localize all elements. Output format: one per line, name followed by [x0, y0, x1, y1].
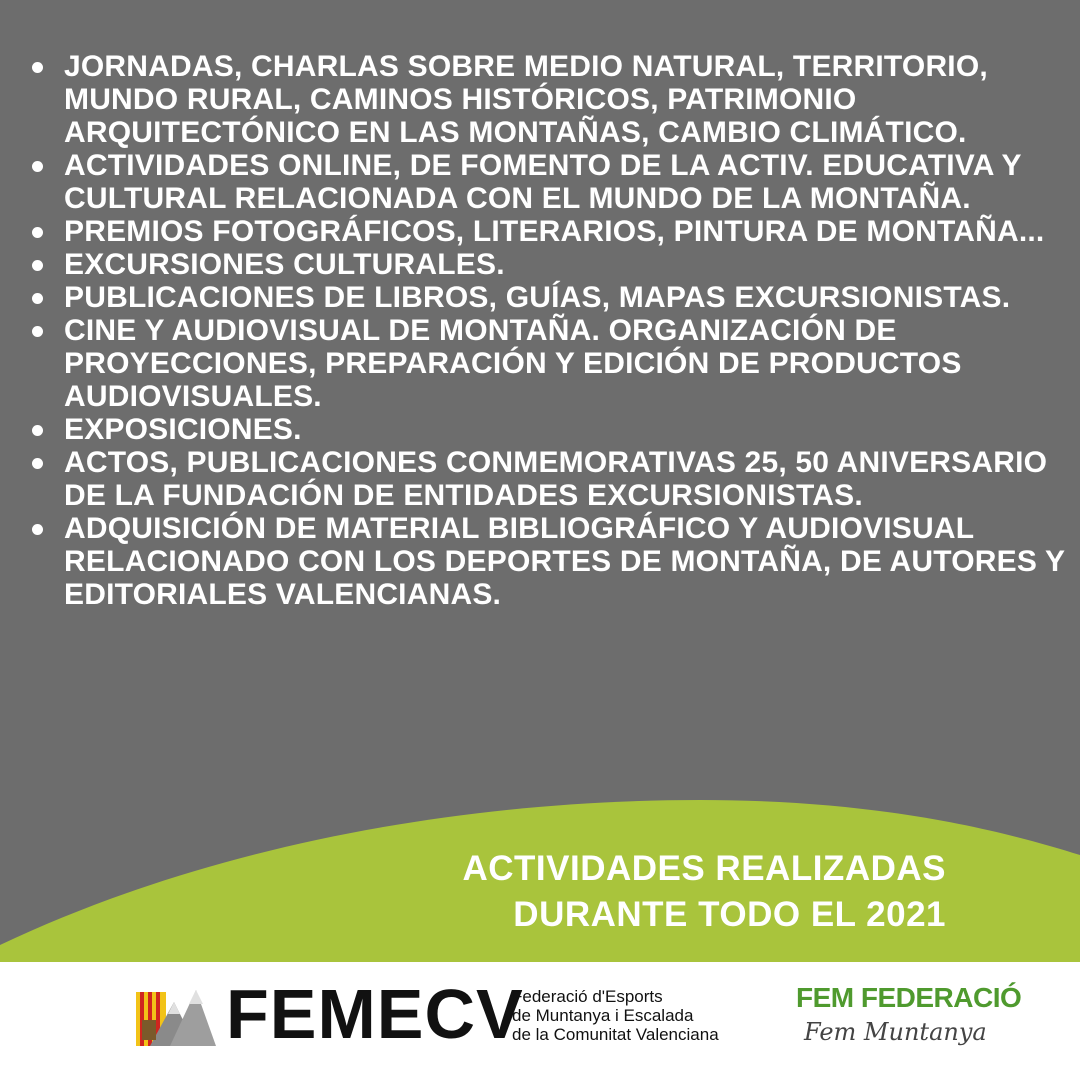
bullet-icon: [32, 227, 43, 238]
brand-subtitle-line-3: de la Comunitat Valenciana: [512, 1025, 719, 1044]
headline: [462, 846, 946, 938]
list-item: PUBLICACIONES DE LIBROS, GUÍAS, MAPAS EXCURSIONISTAS.: [28, 281, 1068, 314]
list-item: EXPOSICIONES.: [28, 413, 1068, 446]
footer: [0, 962, 1080, 1080]
bullet-icon: [32, 524, 43, 535]
list-item: ACTOS, PUBLICACIONES CONMEMORATIVAS 25, 50 ANIVERSARIO DE LA FUNDACIÓN DE ENTIDADES EXCURSIONISTAS.: [28, 446, 1068, 512]
bullet-icon: [32, 425, 43, 436]
brand-subtitle: [512, 987, 719, 1044]
activity-list: [28, 50, 1068, 611]
list-item: JORNADAS, CHARLAS SOBRE MEDIO NATURAL, TERRITORIO, MUNDO RURAL, CAMINOS HISTÓRICOS, PATRIMONIO ARQUITECTÓNICO EN LAS MONTAÑAS, CAMBIO CLIMÁTICO.: [28, 50, 1068, 149]
bullet-icon: [32, 62, 43, 73]
list-item: ADQUISICIÓN DE MATERIAL BIBLIOGRÁFICO Y AUDIOVISUAL RELACIONADO CON LOS DEPORTES DE MONTAÑA, DE AUTORES Y EDITORIALES VALENCIANAS.: [28, 512, 1068, 611]
bullet-icon: [32, 293, 43, 304]
list-item: CINE Y AUDIOVISUAL DE MONTAÑA. ORGANIZACIÓN DE PROYECCIONES, PREPARACIÓN Y EDICIÓN DE PRODUCTOS AUDIOVISUALES.: [28, 314, 1068, 413]
slogan-fem-federacio: FEM FEDERACIÓ: [796, 982, 1022, 1013]
bullet-icon: [32, 458, 43, 469]
headline-line-1: ACTIVIDADES REALIZADAS: [462, 849, 946, 888]
bullet-icon: [32, 326, 43, 337]
bullet-icon: [32, 161, 43, 172]
slogan-fem-muntanya: Fem Muntanya: [804, 1018, 987, 1046]
brand-subtitle-line-2: de Muntanya i Escalada: [512, 1006, 694, 1025]
femecv-mountain-logo-icon: [136, 984, 216, 1046]
brand-subtitle-line-1: Federació d'Esports: [512, 987, 663, 1006]
list-item: ACTIVIDADES ONLINE, DE FOMENTO DE LA ACTIV. EDUCATIVA Y CULTURAL RELACIONADA CON EL MUNDO DE LA MONTAÑA.: [28, 149, 1068, 215]
bullet-icon: [32, 260, 43, 271]
list-item: EXCURSIONES CULTURALES.: [28, 248, 1068, 281]
brand-name: FEMECV: [226, 975, 524, 1053]
headline-line-2: DURANTE TODO EL 2021: [513, 895, 946, 934]
list-item: PREMIOS FOTOGRÁFICOS, LITERARIOS, PINTURA DE MONTAÑA...: [28, 215, 1068, 248]
